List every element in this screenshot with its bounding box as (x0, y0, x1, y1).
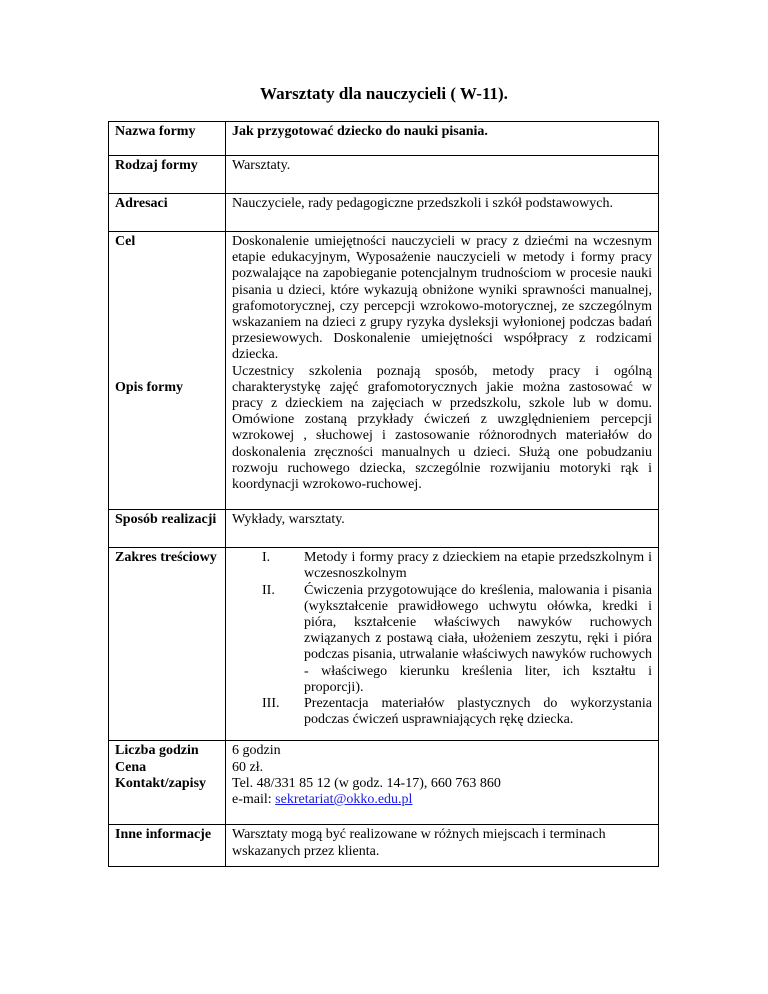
liczba-label: Liczba godzin (115, 743, 199, 759)
label-sposob: Sposób realizacji (109, 510, 226, 548)
item-number: III. (262, 696, 280, 712)
item-text: Prezentacja materiałów plastycznych do wykorzystania podczas ćwiczeń usprawniających rękę dziecka. (304, 696, 652, 728)
table-row (109, 825, 659, 867)
table-row (109, 122, 659, 156)
item-text: Ćwiczenia przygotowujące do kreślenia, malowania i pisania (wykształcenie prawidłowego uchwytu ołówka, kredki i pióra, kształcenie właściwych nawyków ruchowych związanych z postawą ciała, ułożeniem zeszytu, ręki i pióra podczas pisania, utrwalanie właściwych nawyków ruchowych - właściwego kierunku kreślenia liter, ich kształtu i proporcji). (304, 582, 652, 695)
table-row (109, 156, 659, 194)
cena-label: Cena (115, 759, 147, 775)
label-adresaci: Adresaci (109, 194, 226, 232)
opis-text: Uczestnicy szkolenia poznają sposób, metody pracy i ogólną charakterystykę zajęć grafomotorycznych jakie można zastosować w pracy z dzieckiem na zajęciach w przedszkolu, szkole lub w domu. Omówione zostaną przykłady ćwiczeń z uwzględnieniem percepcji wzrokowej , słuchowej i zastosowanie różnorodnych materiałów do doskonalenia zręczności manualnych u dzieci. Służą one pobudzaniu rozwoju ruchowego dziecka, szczególnie rozwijaniu motoryki rąk i koordynacji wzrokowo-ruchowej. (232, 363, 652, 493)
item-number: II. (262, 582, 275, 598)
table-row (109, 548, 659, 741)
table-row (109, 741, 659, 825)
cena-value: 60 zł. (232, 759, 264, 775)
value-inne: Warsztaty mogą być realizowane w różnych miejscach i terminach wskazanych przez klienta. (226, 825, 659, 867)
table-row (109, 510, 659, 548)
phone-text: Tel. 48/331 85 12 (w godz. 14-17), 660 763 860 (232, 775, 501, 791)
item-number: I. (262, 550, 271, 566)
liczba-value: 6 godzin (232, 743, 281, 759)
label-rodzaj: Rodzaj formy (109, 156, 226, 194)
document-title: Warsztaty dla nauczycieli ( W-11). (260, 84, 508, 103)
value-sposob: Wykłady, warsztaty. (226, 510, 659, 548)
label-group-contact (109, 741, 226, 825)
label-cel (109, 232, 226, 510)
table-row (109, 232, 659, 510)
label-inne: Inne informacje (109, 825, 226, 867)
list-item (232, 696, 652, 728)
email-link[interactable]: sekretariat@okko.edu.pl (275, 792, 413, 808)
value-rodzaj: Warsztaty. (226, 156, 659, 194)
cel-label: Cel (115, 234, 136, 249)
kontakt-label: Kontakt/zapisy (115, 775, 207, 791)
cel-text: Doskonalenie umiejętności nauczycieli w pracy z dziećmi na wczesnym etapie edukacyjnym, Wyposażenie nauczycieli w metody i formy pracy pozwalające na zapobieganie potencjalnym trudnościom w procesie nauki pisania u dzieci, które wykazują obniżone wyniki sprawności manualnej, grafomotorycznej, czy percepcji wzrokowo-motorycznej, ze szczególnym wskazaniem na dzieci z grupy ryzyka dysleksji wyłonionej podczas badań przesiewowych. Doskonalenie umiejętności współpracy z rodzicami dziecka. (232, 234, 652, 363)
email-line (232, 792, 652, 808)
label-nazwa: Nazwa formy (109, 122, 226, 156)
value-zakres (226, 548, 659, 741)
table-row (109, 194, 659, 232)
value-nazwa: Jak przygotować dziecko do nauki pisania. (226, 122, 659, 156)
opis-label: Opis formy (115, 380, 184, 396)
value-cel-opis (226, 232, 659, 510)
value-adresaci: Nauczyciele, rady pedagogiczne przedszkoli i szkół podstawowych. (226, 194, 659, 232)
email-prefix: e-mail: (232, 792, 276, 808)
value-group-contact (226, 741, 659, 825)
zakres-list (232, 550, 652, 728)
item-text: Metody i formy pracy z dzieckiem na etapie przedszkolnym i wczesnoszkolnym (304, 550, 652, 582)
list-item (232, 550, 652, 582)
label-zakres: Zakres treściowy (109, 548, 226, 741)
form-table (108, 121, 659, 867)
list-item (232, 583, 652, 696)
